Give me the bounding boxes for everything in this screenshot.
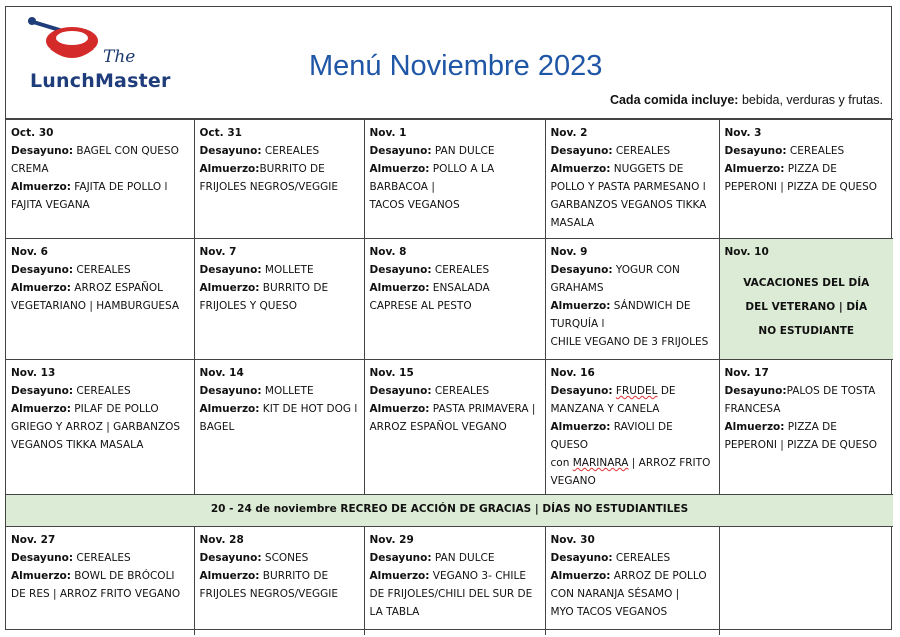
lunch-item: PILAF DE POLLO GRIEGO Y ARROZ | GARBANZOS VEGANOS TIKKA MASALA (11, 403, 181, 451)
lunch-item: PIZZA DE PEPERONI | PIZZA DE QUESO (724, 163, 878, 193)
day-cell (719, 120, 893, 239)
lunch-item: PIZZA DE PEPERONI | PIZZA DE QUESO (724, 421, 878, 451)
lunch-item: PASTA PRIMAVERA | ARROZ ESPAÑOL VEGANO (369, 403, 536, 433)
lunchmaster-logo (18, 13, 218, 93)
breakfast-line: Desayuno: CEREALES (199, 145, 320, 157)
day-date: Nov. 27 (11, 534, 56, 546)
lunch-line: Almuerzo: ENSALADA CAPRESE AL PESTO (369, 282, 490, 312)
lunch-item: ENSALADA CAPRESE AL PESTO (369, 282, 490, 312)
chef-hat-icon (26, 13, 106, 69)
day-cell-holiday (719, 239, 893, 360)
breakfast-item: CEREALES (786, 145, 845, 157)
breakfast-item: MOLLETE (261, 264, 314, 276)
lunch-line: Almuerzo: BURRITO DE FRIJOLES NEGROS/VEGGIE (199, 570, 338, 600)
breakfast-line: Desayuno: CEREALES (550, 145, 671, 157)
breakfast-line: Desayuno: CEREALES (11, 552, 131, 564)
lunch-line: Almuerzo:BURRITO DE FRIJOLES NEGROS/VEGGIE (199, 163, 338, 193)
thanksgiving-banner: 20 - 24 de noviembre RECREO DE ACCIÓN DE GRACIAS | DÍAS NO ESTUDIANTILES (6, 495, 893, 527)
day-date: Nov. 9 (550, 246, 588, 258)
breakfast-line: Desayuno: MOLLETE (199, 264, 314, 276)
week-row (6, 239, 893, 360)
breakfast-line: Desayuno: PAN DULCE (369, 145, 495, 157)
day-date: Nov. 13 (11, 367, 56, 379)
breakfast-item: BAGEL CON QUESO CREMA (11, 145, 179, 175)
holiday-note: VACACIONES DEL DÍA DEL VETERANO | DÍA NO ESTUDIANTE (743, 277, 870, 337)
day-cell (364, 527, 545, 635)
day-cell (194, 360, 364, 495)
day-date: Nov. 3 (724, 127, 762, 139)
day-date: Nov. 30 (550, 534, 595, 546)
day-date: Oct. 31 (199, 127, 242, 139)
lunch-line: Almuerzo: PIZZA DE PEPERONI | PIZZA DE QUESO (724, 421, 878, 451)
spellcheck-word: MARINARA (572, 457, 629, 469)
meal-includes-note (610, 93, 883, 107)
day-cell (194, 527, 364, 635)
day-date: Nov. 14 (199, 367, 244, 379)
day-date: Oct. 30 (11, 127, 54, 139)
breakfast-item: CEREALES (73, 264, 131, 276)
logo-wordmark: LunchMaster (30, 70, 171, 92)
day-cell (364, 120, 545, 239)
breakfast-line: Desayuno: PAN DULCE (369, 552, 495, 564)
breakfast-item: CEREALES (261, 145, 320, 157)
breakfast-item: SCONES (261, 552, 309, 564)
day-date: Nov. 10 (724, 246, 769, 258)
breakfast-item: CEREALES (73, 552, 131, 564)
breakfast-line: Desayuno: CEREALES (724, 145, 845, 157)
breakfast-item: CEREALES (612, 145, 671, 157)
lunch-line: Almuerzo: VEGANO 3- CHILE DE FRIJOLES/CHILI DEL SUR DE LA TABLA (369, 570, 533, 618)
lunch-line: Almuerzo: RAVIOLI DE QUESO (550, 421, 673, 451)
day-date: Nov. 7 (199, 246, 237, 258)
lunch-line: Almuerzo: POLLO A LA BARBACOA | (369, 163, 495, 193)
day-cell (194, 120, 364, 239)
breakfast-item: PAN DULCE (431, 552, 495, 564)
logo-the-text: The (103, 47, 136, 67)
lunch-line: Almuerzo: BURRITO DE FRIJOLES Y QUESO (199, 282, 329, 312)
breakfast-line: Desayuno: CEREALES (550, 552, 671, 564)
day-cell (545, 239, 719, 360)
day-cell (6, 239, 194, 360)
breakfast-item: PALOS DE TOSTA FRANCESA (724, 385, 876, 415)
header (6, 7, 891, 119)
breakfast-item: CEREALES (431, 385, 490, 397)
breakfast-item: PAN DULCE (431, 145, 495, 157)
lunch-item: FAJITA DE POLLO l FAJITA VEGANA (11, 181, 168, 211)
lunch-item: SÁNDWICH DE TURQUÍA l (550, 300, 691, 330)
day-date: Nov. 2 (550, 127, 588, 139)
breakfast-line: Desayuno: CEREALES (11, 385, 131, 397)
lunch-line: Almuerzo: PILAF DE POLLO GRIEGO Y ARROZ | GARBANZOS VEGANOS TIKKA MASALA (11, 403, 181, 451)
breakfast-line: Desayuno: CEREALES (369, 264, 490, 276)
lunch-item: BURRITO DE FRIJOLES NEGROS/VEGGIE (199, 570, 338, 600)
week-row (6, 360, 893, 495)
day-date: Nov. 17 (724, 367, 769, 379)
day-date: Nov. 29 (369, 534, 414, 546)
breakfast-item: MOLLETE (261, 385, 314, 397)
day-cell (545, 120, 719, 239)
lunch-item: KIT DE HOT DOG l BAGEL (199, 403, 358, 433)
lunch-item: ARROZ DE POLLO CON NARANJA SÉSAMO | (550, 570, 707, 600)
lunch-item: RAVIOLI DE QUESO (550, 421, 673, 451)
day-date: Nov. 16 (550, 367, 595, 379)
week-row (6, 527, 893, 635)
spellcheck-word: FRUDEL (615, 385, 658, 397)
breakfast-line: Desayuno: MOLLETE (199, 385, 314, 397)
lunch-line: Almuerzo: ARROZ DE POLLO CON NARANJA SÉSAMO | (550, 570, 707, 600)
lunch-item: ARROZ ESPAÑOL VEGETARIANO | HAMBURGUESA (11, 282, 180, 312)
day-cell (6, 360, 194, 495)
day-cell (545, 527, 719, 635)
day-date: Nov. 1 (369, 127, 407, 139)
day-cell (364, 239, 545, 360)
day-cell (364, 360, 545, 495)
includes-text: bebida, verduras y frutas. (738, 93, 883, 107)
lunch-item: BURRITO DE FRIJOLES NEGROS/VEGGIE (199, 163, 338, 193)
lunch-line: Almuerzo: NUGGETS DE POLLO Y PASTA PARMESANO l GARBANZOS VEGANOS TIKKA MASALA (550, 163, 707, 229)
day-cell (545, 360, 719, 495)
lunch-item: BOWL DE BRÓCOLI DE RES | ARROZ FRITO VEGANO (11, 570, 181, 600)
breakfast-line: Desayuno: CEREALES (11, 264, 131, 276)
breakfast-line: Desayuno: CEREALES (369, 385, 490, 397)
breakfast-line: Desayuno: BAGEL CON QUESO CREMA (11, 145, 179, 175)
day-cell (6, 120, 194, 239)
lunch-item: VEGANO 3- CHILE DE FRIJOLES/CHILI DEL SUR DE LA TABLA (369, 570, 533, 618)
lunch-line: Almuerzo: KIT DE HOT DOG l BAGEL (199, 403, 358, 433)
lunch-line: Almuerzo: BOWL DE BRÓCOLI DE RES | ARROZ FRITO VEGANO (11, 570, 181, 600)
menu-page (5, 6, 892, 630)
day-cell (194, 239, 364, 360)
lunch-item-2: CHILE VEGANO DE 3 FRIJOLES (550, 336, 709, 348)
lunch-line: Almuerzo: SÁNDWICH DE TURQUÍA l (550, 300, 691, 330)
page-title: Menú Noviembre 2023 (309, 50, 603, 82)
day-cell (719, 360, 893, 495)
day-cell-empty (719, 527, 893, 635)
lunch-line: Almuerzo: PASTA PRIMAVERA | ARROZ ESPAÑOL VEGANO (369, 403, 536, 433)
breakfast-item: CEREALES (612, 552, 671, 564)
lunch-item-2: TACOS VEGANOS (369, 199, 460, 211)
day-date: Nov. 15 (369, 367, 414, 379)
lunch-line-2: con MARINARA | ARROZ FRITO VEGANO (550, 457, 711, 487)
week-row (6, 120, 893, 239)
lunch-item-2: MYO TACOS VEGANOS (550, 606, 668, 618)
day-cell (6, 527, 194, 635)
day-date: Nov. 8 (369, 246, 407, 258)
day-date: Nov. 6 (11, 246, 48, 258)
lunch-item: NUGGETS DE POLLO Y PASTA PARMESANO l GARBANZOS VEGANOS TIKKA MASALA (550, 163, 707, 229)
lunch-line: Almuerzo: FAJITA DE POLLO l FAJITA VEGANA (11, 181, 168, 211)
includes-label: Cada comida incluye: (609, 93, 739, 107)
breakfast-item: CEREALES (73, 385, 131, 397)
breakfast-item: CEREALES (431, 264, 490, 276)
breakfast-line: Desayuno:PALOS DE TOSTA FRANCESA (724, 385, 876, 415)
day-date: Nov. 28 (199, 534, 244, 546)
breakfast-line: Desayuno: SCONES (199, 552, 309, 564)
lunch-line: Almuerzo: ARROZ ESPAÑOL VEGETARIANO | HAMBURGUESA (11, 282, 180, 312)
breakfast-line: Desayuno: YOGUR CON GRAHAMS (550, 264, 680, 294)
lunch-item: POLLO A LA BARBACOA | (369, 163, 495, 193)
breakfast-line: Desayuno: FRUDEL DE MANZANA Y CANELA (550, 385, 676, 415)
menu-calendar (6, 119, 893, 635)
banner-row (6, 495, 893, 527)
breakfast-item: YOGUR CON GRAHAMS (550, 264, 680, 294)
lunch-item: BURRITO DE FRIJOLES Y QUESO (199, 282, 329, 312)
lunch-line: Almuerzo: PIZZA DE PEPERONI | PIZZA DE QUESO (724, 163, 878, 193)
